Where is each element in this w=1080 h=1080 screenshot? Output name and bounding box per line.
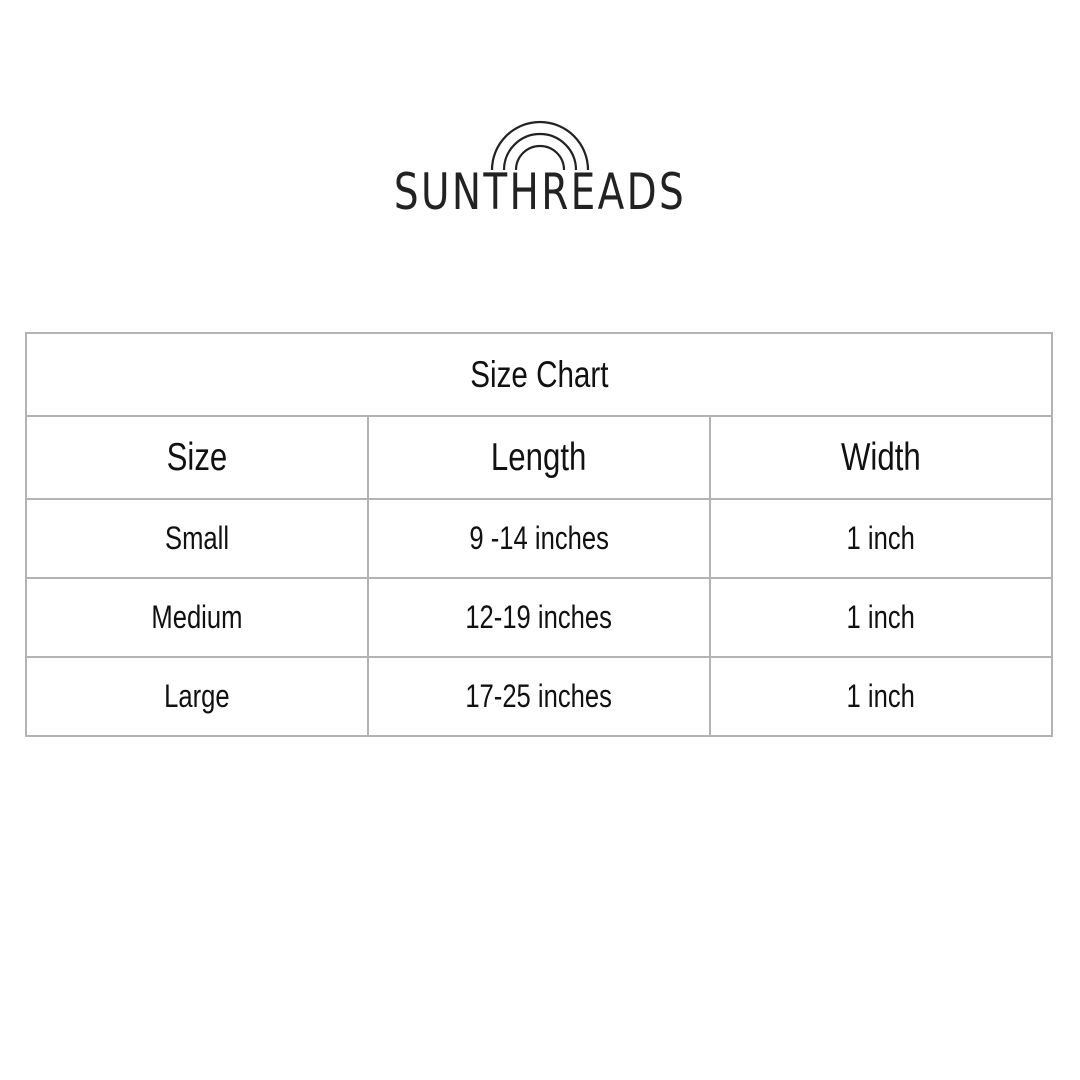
brand-logo	[0, 112, 1080, 222]
cell-width: 1 inch	[710, 657, 1052, 736]
cell-length: 9 -14 inches	[368, 499, 710, 578]
cell-length: 12-19 inches	[368, 578, 710, 657]
table-header-row	[26, 416, 1052, 499]
cell-width: 1 inch	[710, 578, 1052, 657]
cell-size: Medium	[26, 578, 368, 657]
brand-name: SUNTHREADS	[393, 163, 687, 221]
table-row	[26, 657, 1052, 736]
table-row	[26, 499, 1052, 578]
table-title-row	[26, 333, 1052, 416]
header-width: Width	[710, 416, 1052, 499]
size-chart-table	[25, 332, 1053, 737]
cell-length: 17-25 inches	[368, 657, 710, 736]
cell-size: Large	[26, 657, 368, 736]
cell-size: Small	[26, 499, 368, 578]
cell-width: 1 inch	[710, 499, 1052, 578]
table-title: Size Chart	[26, 333, 1052, 416]
header-length: Length	[368, 416, 710, 499]
table-row	[26, 578, 1052, 657]
header-size: Size	[26, 416, 368, 499]
